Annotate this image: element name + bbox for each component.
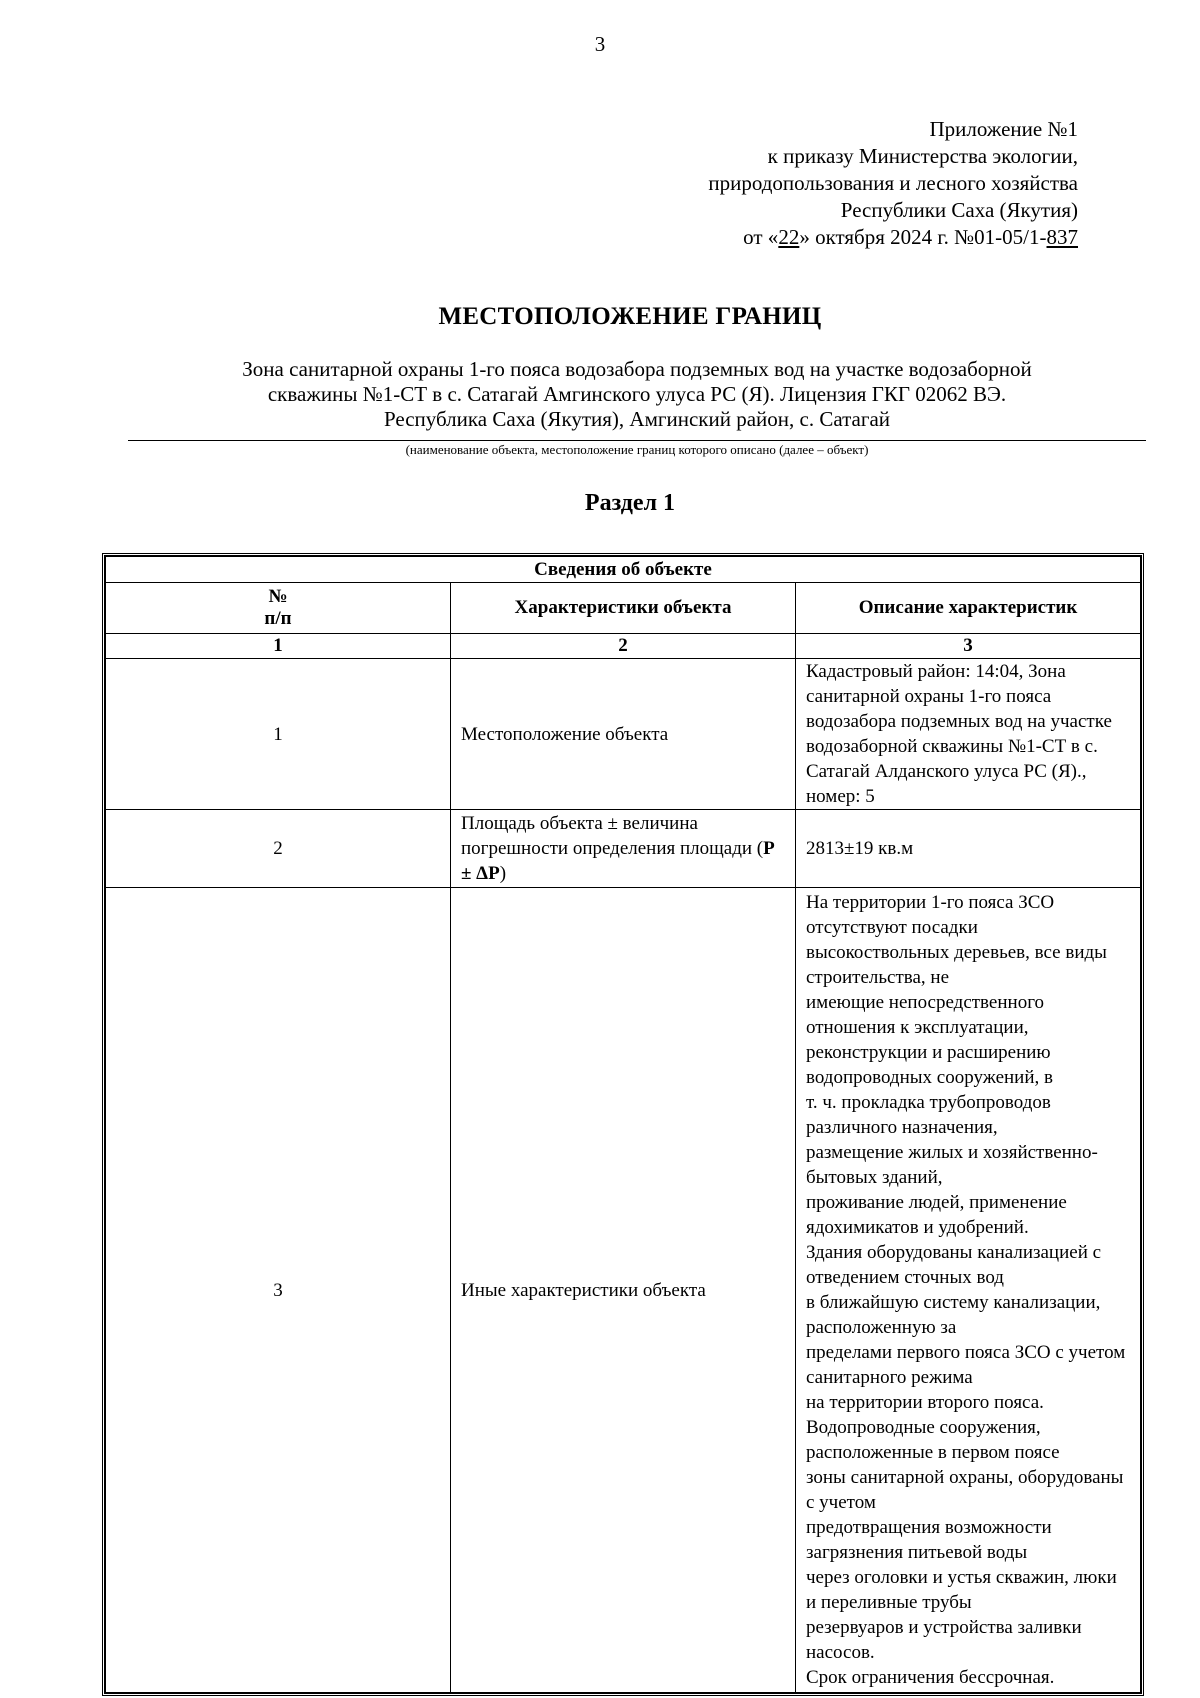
row-number: 1 — [106, 659, 451, 810]
appendix-line: природопользования и лесного хозяйства — [708, 171, 1078, 195]
characteristic-text: Площадь объекта ± величина погрешности определения площади ( — [461, 813, 764, 859]
table-caption: Сведения об объекте — [106, 557, 1141, 583]
column-header-number: № п/п — [106, 583, 451, 634]
object-name-line: скважины №1-СТ в с. Сатагай Амгинского улуса РС (Я). Лицензия ГКГ 02062 ВЭ. — [267, 382, 1007, 406]
column-number: 2 — [451, 634, 796, 659]
column-header-characteristic: Характеристики объекта — [451, 583, 796, 634]
page-number: 3 — [594, 32, 606, 56]
row-characteristic — [451, 810, 796, 888]
row-characteristic: Местоположение объекта — [451, 659, 796, 810]
row-number: 2 — [106, 810, 451, 888]
page-title: МЕСТОПОЛОЖЕНИЕ ГРАНИЦ — [438, 303, 822, 330]
row-description: На территории 1-го пояса ЗСО отсутствуют посадки высокоствольных деревьев, все виды строительства, не имеющие непосредственного отношения к эксплуатации, реконструкции и расширению водопроводных сооружений, в т. ч. прокладка трубопроводов различного назначения, размещение жилых и хозяйственно-бытовых зданий, проживание людей, применение ядохимикатов и удобрений. Здания оборудованы канализацией с отведением сточных вод в ближайшую систему канализации, расположенную за пределами первого пояса ЗСО с учетом санитарного режима на территории второго пояса. Водопроводные сооружения, расположенные в первом поясе зоны санитарной охраны, оборудованы с учетом предотвращения возможности загрязнения питьевой воды через оголовки и устья скважин, люки и переливные трубы резервуаров и устройства заливки насосов. Срок ограничения бессрочная. — [796, 888, 1141, 1693]
order-number: 837 — [1046, 225, 1078, 249]
object-caption: (наименование объекта, местоположение границ которого описано (далее – объект) — [405, 442, 869, 457]
appendix-line: Республики Саха (Якутия) — [840, 198, 1078, 222]
object-name-line: Зона санитарной охраны 1-го пояса водозабора подземных вод на участке водозаборной — [242, 357, 1032, 381]
table-row — [106, 888, 1141, 1693]
area-formula: Р ± ΔР — [461, 838, 775, 884]
object-name — [128, 357, 1146, 432]
row-description: Кадастровый район: 14:04, Зона санитарной охраны 1-го пояса водозабора подземных вод на участке водозаборной скважины №1-СТ в с. Сатагай Алданского улуса РС (Я)., номер: 5 — [796, 659, 1141, 810]
appendix-line: к приказу Министерства экологии, — [767, 144, 1078, 168]
column-number: 1 — [106, 634, 451, 659]
row-characteristic: Иные характеристики объекта — [451, 888, 796, 1693]
date-middle: » октября 2024 г. №01-05/1- — [799, 225, 1047, 249]
appendix-date-line — [708, 224, 1078, 251]
object-name-line: Республика Саха (Якутия), Амгинский район, с. Сатагай — [383, 407, 891, 431]
appendix-block — [708, 116, 1078, 251]
section-title: Раздел 1 — [584, 490, 676, 516]
date-prefix: от « — [743, 225, 779, 249]
row-number: 3 — [106, 888, 451, 1693]
object-info-table — [102, 553, 1144, 1696]
column-header-description: Описание характеристик — [796, 583, 1141, 634]
row-description: 2813±19 кв.м — [796, 810, 1141, 888]
object-name-underline — [128, 440, 1146, 441]
table-row — [106, 659, 1141, 810]
date-day: 22 — [778, 225, 800, 249]
characteristic-text-end: ) — [499, 863, 507, 884]
column-number: 3 — [796, 634, 1141, 659]
table-row — [106, 810, 1141, 888]
appendix-line: Приложение №1 — [929, 117, 1078, 141]
